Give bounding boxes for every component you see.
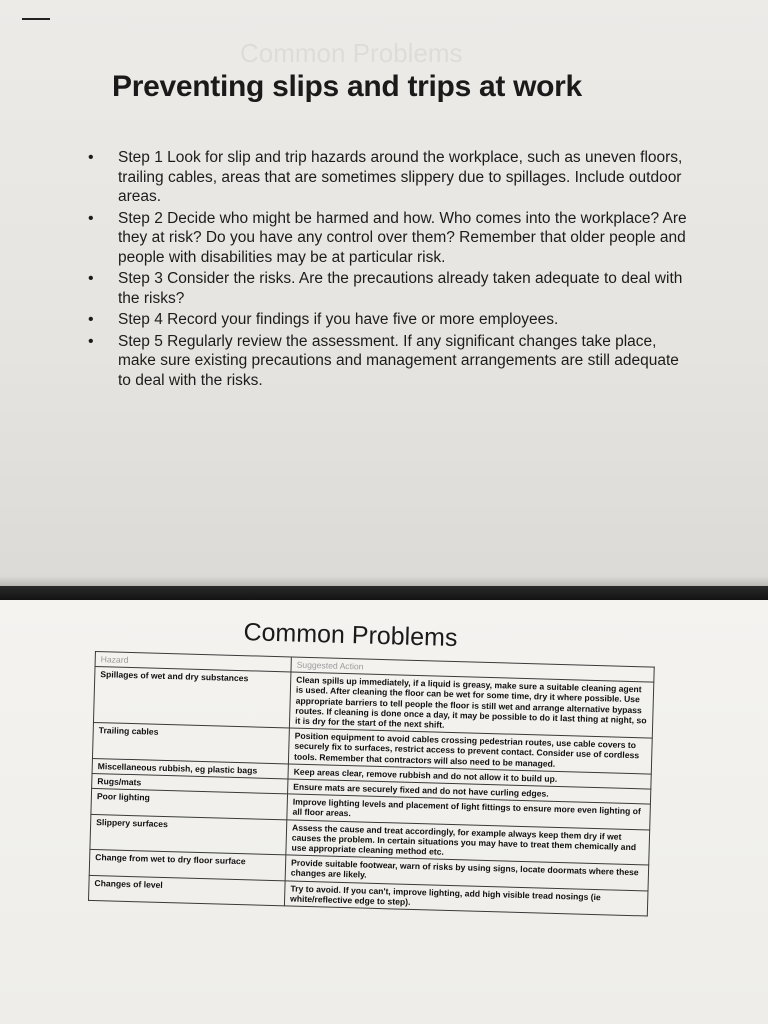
hazard-cell: Change from wet to dry floor surface	[89, 850, 286, 881]
step-text: Step 2 Decide who might be harmed and how. Who comes into the workplace? Are they at risk? Do you have any control over them? Remember that older people and people with disabilities may be at particular risk.	[118, 209, 687, 266]
action-cell: Provide suitable footwear, warn of risks by using signs, locate doormats where these changes are likely.	[285, 855, 649, 891]
step-item	[88, 332, 688, 391]
step-text: Step 5 Regularly review the assessment. If any significant changes take place, make sure existing precautions and management arrangements are still adequate to deal with the risks.	[118, 332, 679, 389]
bullet-icon: •	[88, 270, 94, 287]
slide-2-page	[0, 600, 768, 1024]
action-cell: Try to avoid. If you can't, improve lighting, add high visible tread nosings (ie white/reflective edge to step).	[284, 881, 648, 917]
action-cell: Ensure mats are securely fixed and do not have curling edges.	[288, 779, 651, 804]
hazard-cell: Miscellaneous rubbish, eg plastic bags	[92, 758, 288, 779]
hazard-cell: Trailing cables	[92, 723, 289, 764]
hazard-cell: Spillages of wet and dry substances	[93, 667, 290, 728]
hazard-cell: Slippery surfaces	[90, 814, 287, 855]
step-text: Step 1 Look for slip and trip hazards around the workplace, such as uneven floors, trailing cables, areas that are sometimes slippery due to spillages. Include outdoor areas.	[118, 149, 683, 205]
header-suggested-action: Suggested Action	[291, 657, 654, 682]
step-text: Step 4 Record your findings if you have five or more employees.	[118, 311, 559, 328]
bullet-icon: •	[88, 149, 94, 166]
step-item	[88, 209, 688, 268]
action-cell: Keep areas clear, remove rubbish and do not allow it to build up.	[288, 764, 651, 789]
header-hazard: Hazard	[95, 651, 291, 672]
steps-list	[88, 148, 688, 392]
slide-2-content	[88, 614, 696, 918]
corner-mark	[22, 18, 50, 20]
hazard-cell: Changes of level	[88, 875, 285, 906]
page-edge-shadow	[0, 576, 768, 586]
hazard-cell: Rugs/mats	[92, 773, 288, 794]
action-cell: Position equipment to avoid cables crossing pedestrian routes, use cable covers to securely fix to surfaces, restrict access to prevent contact. Consider use of cordless tools. Remember that contractors will also need to be managed.	[288, 728, 652, 774]
step-item	[88, 310, 688, 330]
bullet-icon: •	[88, 209, 94, 227]
slide-1-title: Preventing slips and trips at work	[112, 70, 582, 103]
bullet-icon: •	[88, 311, 94, 328]
action-cell: Improve lighting levels and placement of light fittings to ensure more even lighting of all floor areas.	[287, 794, 651, 830]
step-text: Step 3 Consider the risks. Are the precautions already taken adequate to deal with the risks?	[118, 270, 683, 307]
show-through-ghost-title: Common Problems	[240, 38, 463, 68]
hazard-cell: Poor lighting	[91, 789, 288, 820]
action-cell: Assess the cause and treat accordingly, for example always keep them dry if wet causes the problem. In certain situations you may have to treat them chemically and use appropriate cleaning method etc.	[286, 820, 650, 866]
step-item	[88, 148, 688, 207]
bullet-icon: •	[88, 332, 94, 350]
action-cell: Clean spills up immediately, if a liquid is greasy, make sure a suitable cleaning agent is used. After cleaning the floor can be wet for some time, dry it where possible. Use appropriate barriers to tell people the floor is still wet and arrange alternative bypass routes. If cleaning is done once a day, it may be possible to do it last thing at night, so it is dry for the start of the next shift.	[289, 672, 653, 738]
slide-2-title: Common Problems	[243, 618, 458, 653]
step-item	[88, 269, 688, 308]
common-problems-table	[88, 651, 655, 917]
